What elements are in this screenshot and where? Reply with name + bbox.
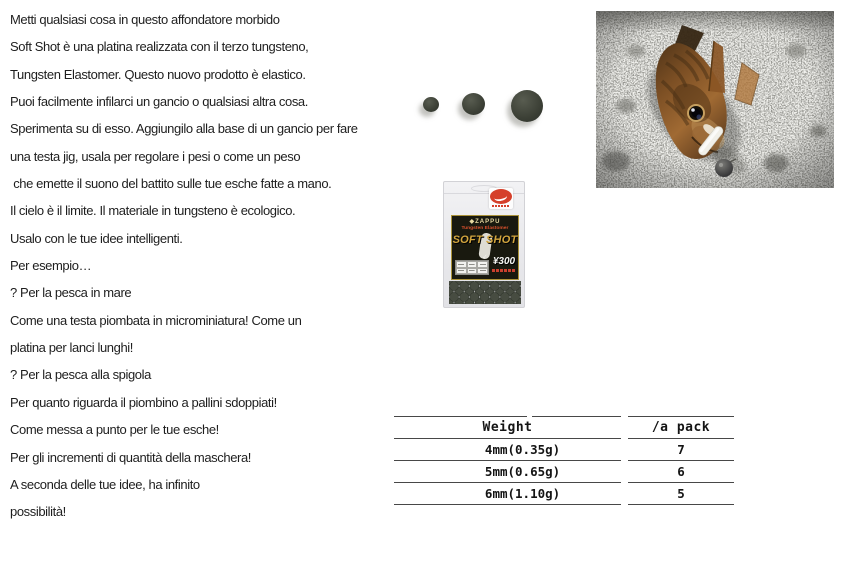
description-line: Usalo con le tue idee intelligenti.	[10, 230, 183, 246]
pack-table-row	[628, 482, 734, 504]
weight-cell: (1.10g)	[508, 482, 622, 504]
sinker-ball-medium	[462, 93, 485, 115]
weight-table-header: Weight	[394, 417, 621, 439]
description-line: ? Per la pesca alla spigola	[10, 367, 151, 383]
brand-logo	[452, 219, 518, 225]
price-block	[492, 256, 516, 272]
brand-sticker	[489, 188, 513, 209]
pack-table-row	[628, 460, 734, 482]
weight-table-container	[394, 416, 621, 505]
description-line: Tungsten Elastomer. Questo nuovo prodotto è elastico.	[10, 66, 306, 82]
description-line: una testa jig, usala per regolare i pesi o come un peso	[10, 148, 301, 164]
pack-table-row	[628, 438, 734, 460]
package-label	[451, 215, 519, 280]
description-line: Metti qualsiasi cosa in questo affondatore morbido	[10, 12, 280, 27]
package-sinker-balls	[449, 281, 521, 304]
package-product-name: SOFT SHOT	[452, 234, 518, 246]
sticker-caption	[492, 205, 510, 207]
weight-table-row	[394, 460, 621, 482]
description-line: Come messa a punto per le tue esche!	[10, 422, 219, 438]
description-line: Per gli incrementi di quantità della maschera!	[10, 449, 252, 465]
weight-cell: (0.65g)	[508, 460, 622, 482]
description-line: Come una testa piombata in microminiatura! Come un	[10, 312, 302, 328]
sinker-ball-large	[511, 90, 543, 122]
pack-table-container	[628, 416, 734, 505]
label-mini-spec-table	[455, 260, 489, 275]
size-cell: 6mm	[394, 482, 508, 504]
description-line: che emette il suono del battito sulle tue esche fatte a mano.	[10, 176, 332, 192]
description-line: possibilità!	[10, 504, 66, 520]
description-line: Per quanto riguarda il piombino a pallini sdoppiati!	[10, 394, 277, 410]
fish-photo	[596, 11, 834, 188]
size-cell: 4mm	[394, 438, 508, 460]
price: ¥300	[492, 256, 516, 267]
description-line: Soft Shot è una platina realizzata con il terzo tungsteno,	[10, 39, 309, 55]
brand-name: ZAPPU	[475, 219, 501, 225]
pack-cell: 6	[628, 460, 734, 482]
package-subtitle: Tungsten Elastomer	[461, 225, 509, 231]
description-line: Il cielo è il limite. Il materiale in tungsteno è ecologico.	[10, 203, 296, 219]
sinker-ball-small	[423, 97, 439, 112]
product-package-photo	[443, 181, 525, 308]
table-top-border-gap	[527, 415, 532, 419]
description-line: ? Per la pesca in mare	[10, 285, 132, 301]
pack-table-header: /a pack	[628, 417, 734, 439]
pack-cell: 7	[628, 438, 734, 460]
product-description	[10, 6, 412, 526]
price-note	[492, 269, 516, 272]
pack-table	[628, 416, 734, 505]
description-line: Per esempio…	[10, 258, 92, 274]
size-cell: 5mm	[394, 460, 508, 482]
description-line: Puoi facilmente infilarci un gancio o qualsiasi altra cosa.	[10, 94, 308, 110]
weight-table-row	[394, 482, 621, 504]
weight-table	[394, 416, 621, 505]
description-line: platina per lanci lunghi!	[10, 340, 133, 356]
weight-table-row	[394, 438, 621, 460]
pack-cell: 5	[628, 482, 734, 504]
brand-diamond-icon: ◆	[469, 219, 476, 225]
weight-cell: (0.35g)	[508, 438, 622, 460]
checkmark-icon: ✓	[482, 254, 488, 261]
description-line: A seconda delle tue idee, ha infinito	[10, 476, 200, 492]
description-line: Sperimenta su di esso. Aggiungilo alla base di un gancio per fare	[10, 121, 358, 137]
